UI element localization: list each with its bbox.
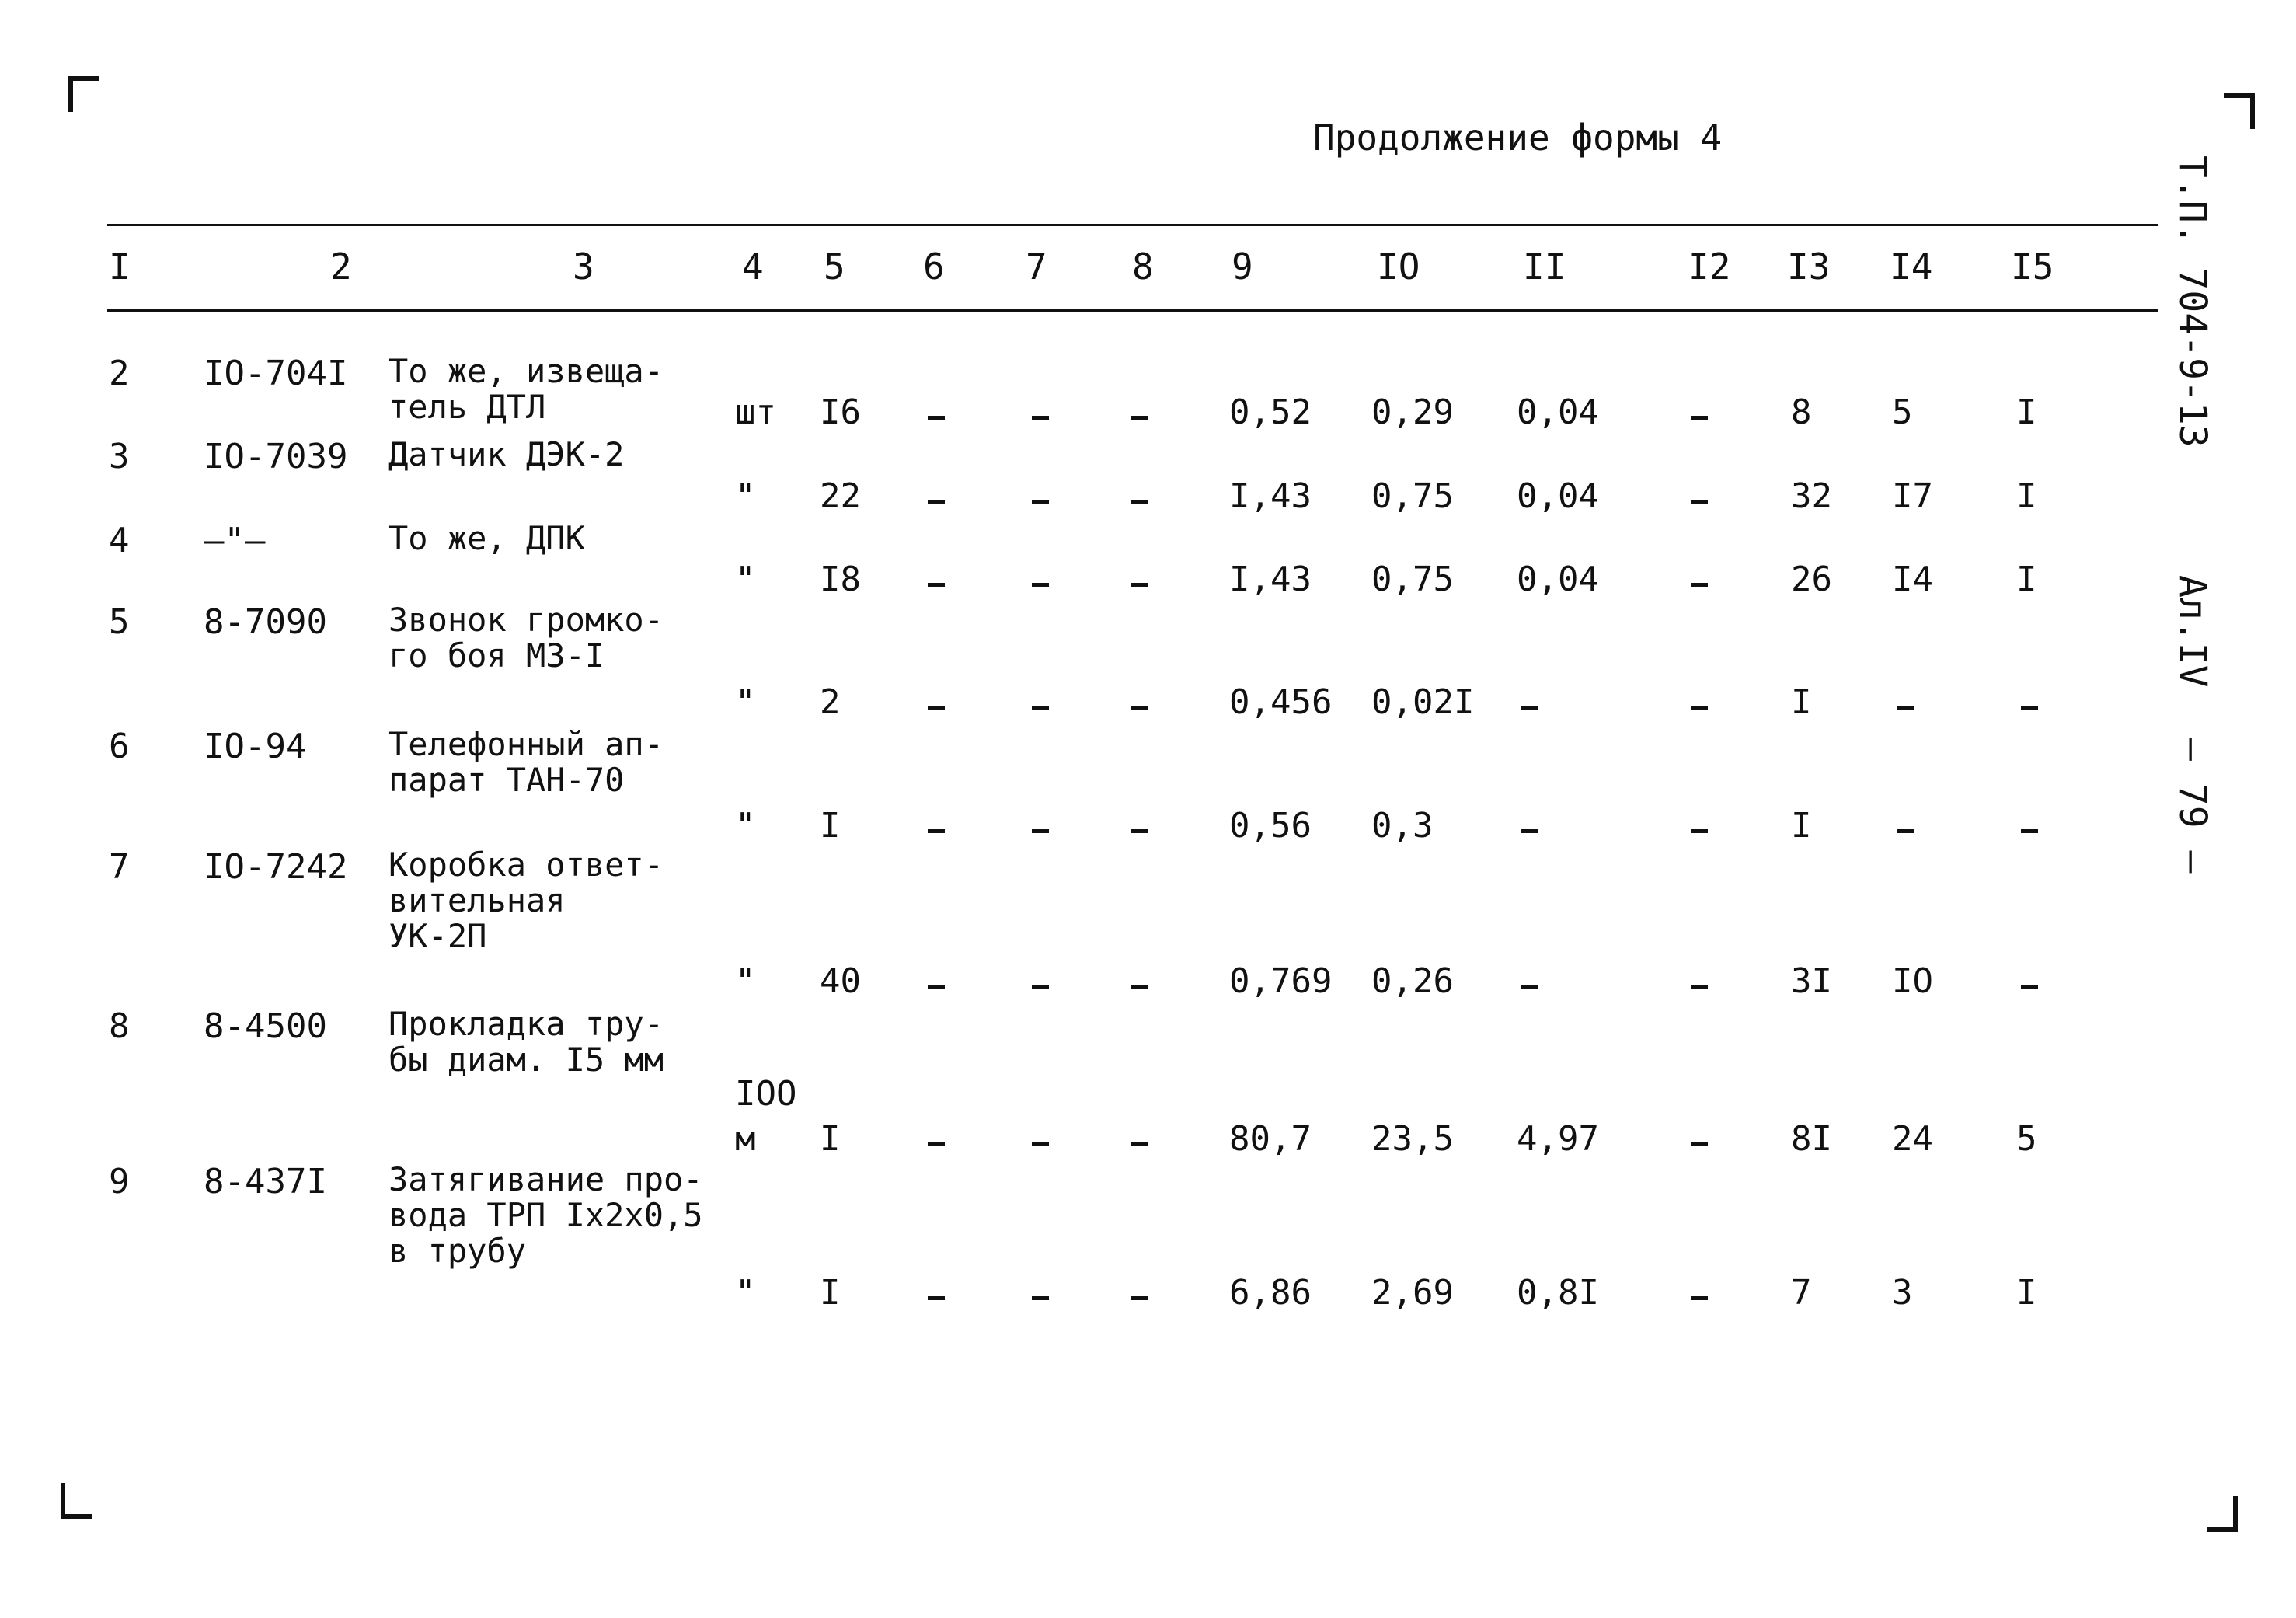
value-col-10: 2,69 [1371, 1273, 1454, 1313]
column-header: I4 [1890, 246, 1933, 288]
rate-code: IO-704I [204, 354, 348, 393]
value-col-15: I [2016, 476, 2037, 516]
unit: " [735, 476, 756, 516]
value-col-11: 0,04 [1517, 392, 1599, 432]
dash-mark [2021, 985, 2038, 989]
column-header: 8 [1132, 246, 1154, 288]
dash-mark [1131, 1142, 1148, 1146]
row-number: 9 [109, 1162, 130, 1201]
description-line: бы диам. I5 мм [388, 1041, 664, 1079]
value-col-9: 0,769 [1229, 961, 1333, 1001]
dash-mark [1691, 416, 1708, 420]
column-header: I2 [1688, 246, 1731, 288]
value-col-13: 3I [1791, 961, 1832, 1001]
column-header: 4 [742, 246, 764, 288]
row-number: 7 [109, 847, 130, 887]
description-line: тель ДТЛ [388, 388, 546, 426]
description-line: УК-2П [388, 917, 487, 955]
description-line: Датчик ДЭК-2 [388, 435, 625, 473]
value-col-5: I6 [820, 392, 861, 432]
description-line: Звонок громко- [388, 601, 664, 639]
value-col-5: 40 [820, 961, 861, 1001]
dash-mark [1691, 985, 1708, 989]
row-number: 3 [109, 437, 130, 476]
value-col-15: I [2016, 560, 2037, 599]
value-col-9: 0,56 [1229, 806, 1312, 846]
description-line: Затягивание про- [388, 1160, 703, 1198]
dash-mark [1691, 706, 1708, 710]
dash-mark [928, 1296, 945, 1300]
table-top-rule [107, 224, 2158, 226]
description-line: Прокладка тру- [388, 1005, 664, 1043]
dash-mark [1131, 706, 1148, 710]
value-col-13: I [1791, 806, 1812, 846]
unit: " [735, 682, 756, 722]
value-col-13: 26 [1791, 560, 1832, 599]
dash-mark [1897, 706, 1914, 710]
value-col-10: 23,5 [1371, 1119, 1454, 1159]
value-col-14: 5 [1892, 392, 1913, 432]
value-col-5: 2 [820, 682, 841, 722]
dash-mark [1691, 829, 1708, 833]
unit: " [735, 1273, 756, 1313]
value-col-14: 3 [1892, 1273, 1913, 1313]
dash-mark [1131, 500, 1148, 504]
value-col-5: I [820, 806, 841, 846]
rate-code: IO-7242 [204, 847, 348, 887]
unit: шт [735, 392, 776, 432]
rate-code: 8-437I [204, 1162, 327, 1201]
value-col-13: I [1791, 682, 1812, 722]
row-number: 6 [109, 727, 130, 766]
document-code: Т.П. 704-9-13 [2171, 155, 2214, 448]
value-col-15: I [2016, 392, 2037, 432]
dash-mark [928, 1142, 945, 1146]
work-description [388, 602, 664, 674]
dash-mark [2021, 829, 2038, 833]
dash-mark [1521, 829, 1538, 833]
dash-mark [1032, 416, 1049, 420]
rate-code: IO-7039 [204, 437, 348, 476]
column-header: 5 [824, 246, 845, 288]
dash-mark [928, 416, 945, 420]
work-description [388, 847, 664, 954]
dash-mark [1032, 1296, 1049, 1300]
value-col-11: 4,97 [1517, 1119, 1599, 1159]
unit: " [735, 560, 756, 599]
dash-mark [1032, 829, 1049, 833]
value-col-5: I8 [820, 560, 861, 599]
value-col-9: 80,7 [1229, 1119, 1312, 1159]
page-heading: Продолжение формы 4 [1313, 117, 1723, 159]
value-col-9: 0,456 [1229, 682, 1333, 722]
dash-mark [928, 500, 945, 504]
rate-code: –"– [204, 521, 266, 560]
description-line: Телефонный ап- [388, 725, 664, 763]
description-line: вительная [388, 881, 566, 919]
dash-mark [1521, 985, 1538, 989]
description-line: То же, извеща- [388, 352, 664, 390]
value-col-13: 8I [1791, 1119, 1832, 1159]
row-number: 5 [109, 602, 130, 642]
value-col-9: 6,86 [1229, 1273, 1312, 1313]
rate-code: 8-7090 [204, 602, 327, 642]
value-col-11: 0,8I [1517, 1273, 1599, 1313]
row-number: 4 [109, 521, 130, 560]
value-col-13: 7 [1791, 1273, 1812, 1313]
value-col-11: 0,04 [1517, 476, 1599, 516]
column-header: 9 [1232, 246, 1253, 288]
dash-mark [928, 583, 945, 587]
value-col-15: I [2016, 1273, 2037, 1313]
value-col-10: 0,3 [1371, 806, 1434, 846]
page-number: – 79 – [2171, 738, 2214, 874]
dash-mark [1131, 829, 1148, 833]
value-col-14: I7 [1892, 476, 1933, 516]
value-col-9: 0,52 [1229, 392, 1312, 432]
work-description [388, 727, 664, 798]
corner-mark-bottom-right [2207, 1496, 2238, 1532]
dash-mark [1032, 706, 1049, 710]
value-col-10: 0,75 [1371, 560, 1454, 599]
column-header: I [109, 246, 131, 288]
work-description [388, 354, 664, 425]
description-line: в трубу [388, 1232, 527, 1270]
dash-mark [1131, 1296, 1148, 1300]
dash-mark [2021, 706, 2038, 710]
album-number: Ал.IV [2171, 575, 2214, 688]
dash-mark [1131, 985, 1148, 989]
column-header: II [1523, 246, 1566, 288]
dash-mark [1032, 583, 1049, 587]
value-col-10: 0,26 [1371, 961, 1454, 1001]
description-line: вода ТРП Iх2х0,5 [388, 1196, 703, 1234]
description-line: Коробка ответ- [388, 846, 664, 884]
dash-mark [1691, 1296, 1708, 1300]
unit: " [735, 806, 756, 846]
column-header: 6 [923, 246, 945, 288]
corner-mark-bottom-left [61, 1483, 92, 1519]
column-header: 7 [1026, 246, 1047, 288]
value-col-10: 0,75 [1371, 476, 1454, 516]
row-number: 2 [109, 354, 130, 393]
dash-mark [1131, 416, 1148, 420]
table-header-rule [107, 309, 2158, 312]
dash-mark [1691, 1142, 1708, 1146]
dash-mark [1521, 706, 1538, 710]
dash-mark [928, 985, 945, 989]
dash-mark [1691, 500, 1708, 504]
dash-mark [928, 829, 945, 833]
value-col-10: 0,29 [1371, 392, 1454, 432]
dash-mark [928, 706, 945, 710]
value-col-14: 24 [1892, 1119, 1933, 1159]
unit: м [735, 1119, 756, 1159]
rate-code: IO-94 [204, 727, 307, 766]
column-header: I3 [1787, 246, 1831, 288]
unit: " [735, 961, 756, 1001]
row-number: 8 [109, 1006, 130, 1046]
dash-mark [1691, 583, 1708, 587]
value-col-10: 0,02I [1371, 682, 1475, 722]
dash-mark [1131, 583, 1148, 587]
rate-code: 8-4500 [204, 1006, 327, 1046]
unit: IOO [735, 1074, 797, 1114]
work-description [388, 437, 624, 472]
column-header: IO [1377, 246, 1420, 288]
value-col-13: 8 [1791, 392, 1812, 432]
description-line: го боя МЗ-I [388, 636, 605, 675]
value-col-5: 22 [820, 476, 861, 516]
margin-stamp [2137, 155, 2292, 933]
value-col-14: I4 [1892, 560, 1933, 599]
value-col-5: I [820, 1273, 841, 1313]
value-col-11: 0,04 [1517, 560, 1599, 599]
value-col-15: 5 [2016, 1119, 2037, 1159]
value-col-9: I,43 [1229, 476, 1312, 516]
column-header: 3 [573, 246, 594, 288]
corner-mark-top-left [68, 76, 99, 112]
dash-mark [1032, 500, 1049, 504]
corner-mark-top-right [2224, 93, 2255, 129]
description-line: парат ТАН-70 [388, 761, 625, 799]
value-col-9: I,43 [1229, 560, 1312, 599]
dash-mark [1897, 829, 1914, 833]
column-header: I5 [2011, 246, 2054, 288]
value-col-13: 32 [1791, 476, 1832, 516]
dash-mark [1032, 985, 1049, 989]
work-description [388, 1162, 703, 1269]
dash-mark [1032, 1142, 1049, 1146]
description-line: То же, ДПК [388, 519, 585, 557]
work-description [388, 521, 585, 556]
value-col-5: I [820, 1119, 841, 1159]
work-description [388, 1006, 664, 1078]
column-header: 2 [330, 246, 352, 288]
value-col-14: IO [1892, 961, 1933, 1001]
